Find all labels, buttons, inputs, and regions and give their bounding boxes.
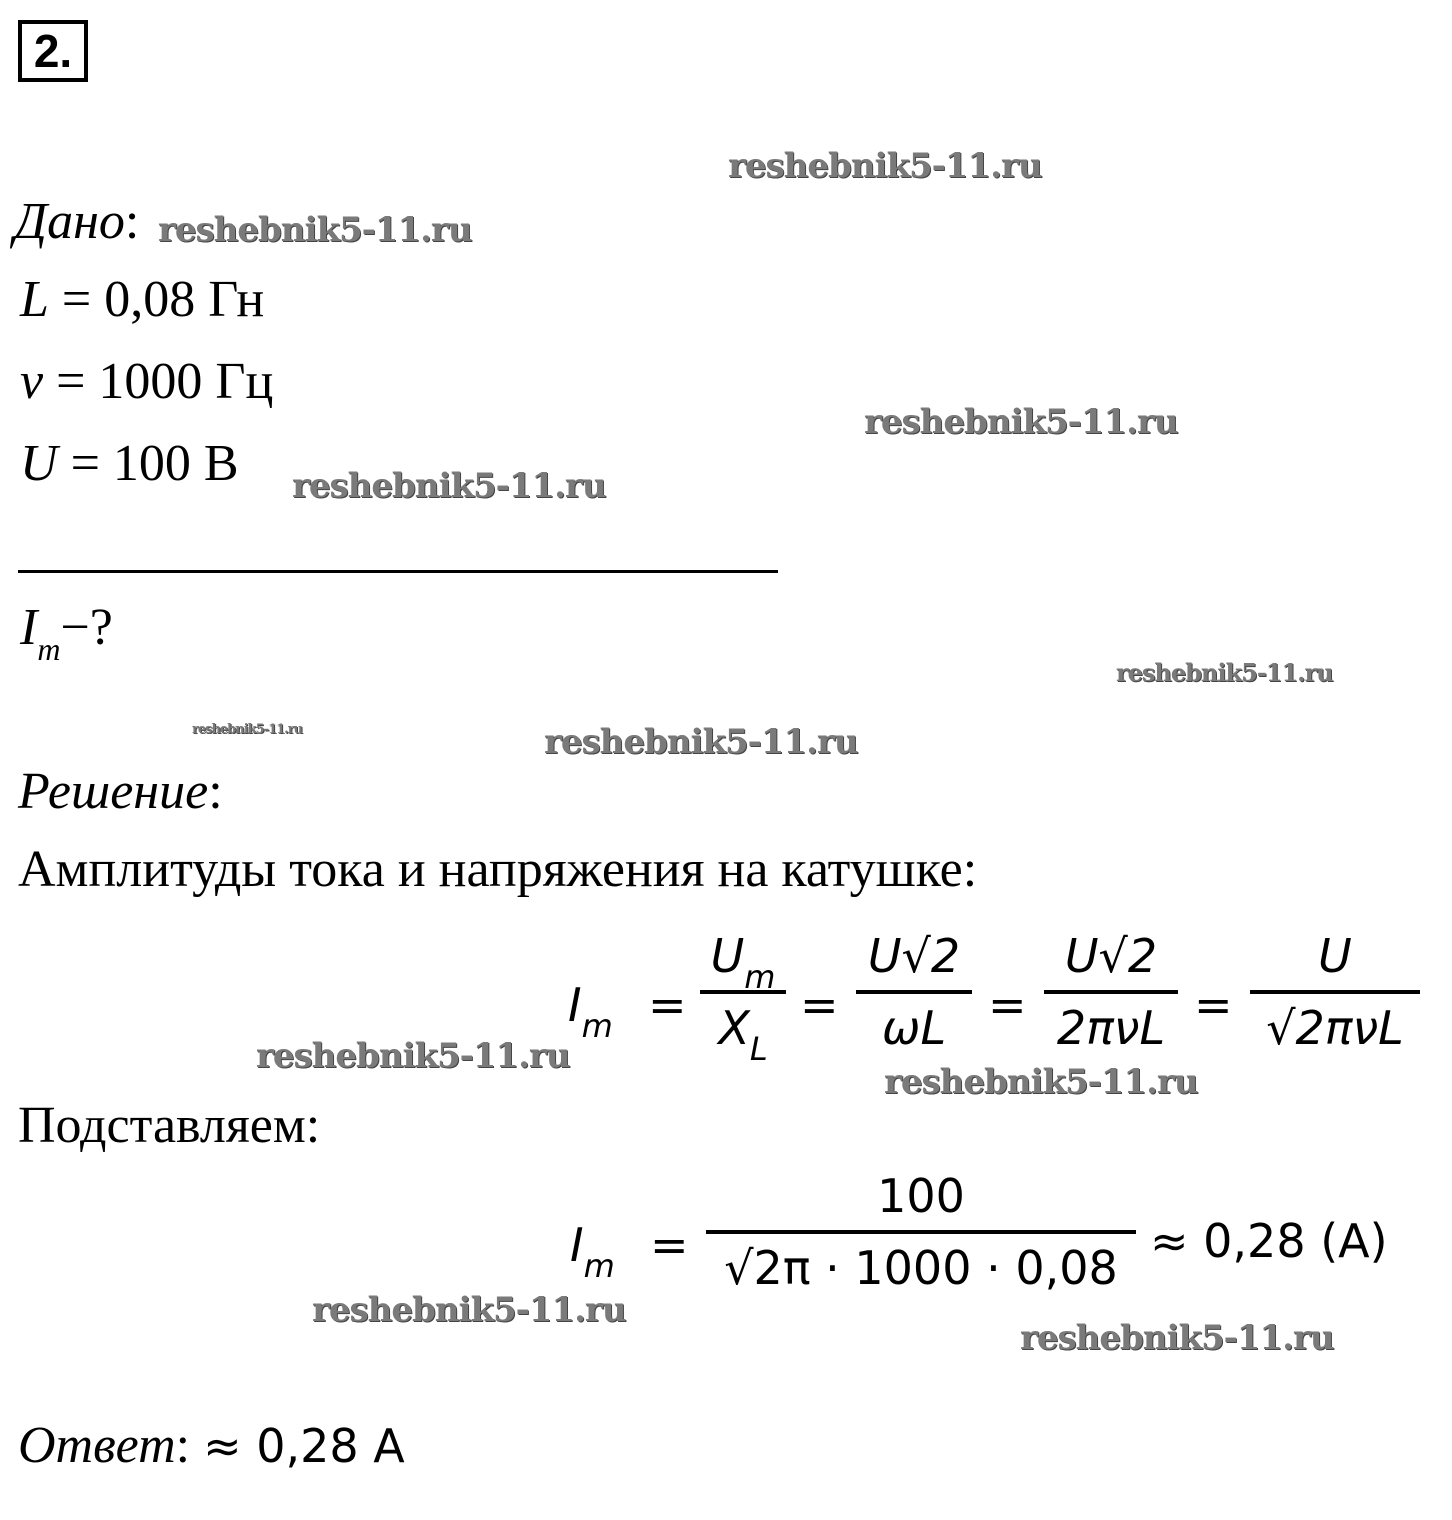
given-var-U: U xyxy=(20,435,58,492)
formula1-lhs-var: I xyxy=(568,978,582,1032)
answer-colon: : xyxy=(175,1417,204,1474)
watermark: reshebnik5-11.ru xyxy=(1116,658,1333,687)
frac4-num: U xyxy=(1318,929,1352,983)
watermark: reshebnik5-11.ru xyxy=(256,1036,570,1076)
given-frequency xyxy=(20,352,273,412)
formula1-fraction-1 xyxy=(700,928,786,1068)
equals-sign: = xyxy=(800,978,839,1032)
watermark: reshebnik5-11.ru xyxy=(1020,1318,1334,1358)
answer-value: ≈ 0,28 А xyxy=(203,1419,405,1473)
formula2-lhs-sub: m xyxy=(583,1247,615,1285)
frac1-den-var: X xyxy=(718,1001,750,1055)
solution-heading xyxy=(18,762,223,822)
given-divider xyxy=(18,570,778,573)
formula1-fraction-3 xyxy=(1044,928,1178,1056)
watermark: reshebnik5-11.ru xyxy=(192,722,303,737)
given-value-L: = 0,08 Гн xyxy=(48,271,265,328)
formula2-result: ≈ 0,28 (А) xyxy=(1150,1214,1388,1268)
formula2-lhs-var: I xyxy=(570,1218,584,1272)
watermark: reshebnik5-11.ru xyxy=(158,210,472,250)
substitute-label: Подставляем: xyxy=(18,1097,321,1154)
frac2-den: ωL xyxy=(881,1001,947,1055)
frac3-num: U√2 xyxy=(1064,929,1158,983)
find-sub: m xyxy=(37,631,61,667)
formula1-fraction-2 xyxy=(856,928,972,1056)
frac3-den: 2πνL xyxy=(1056,1001,1166,1055)
formula2-fraction xyxy=(706,1168,1136,1296)
answer-label: Ответ xyxy=(18,1417,176,1474)
solution-text: Амплитуды тока и напряжения на катушке: xyxy=(18,841,978,898)
formula1-lhs-sub: m xyxy=(581,1007,613,1045)
answer-line xyxy=(18,1416,405,1476)
frac2-num: U√2 xyxy=(867,929,961,983)
given-colon: : xyxy=(124,193,140,250)
solution-colon: : xyxy=(208,763,223,820)
watermark: reshebnik5-11.ru xyxy=(312,1290,626,1330)
given-var-L: L xyxy=(20,271,49,328)
frac1-num-var: U xyxy=(710,929,745,983)
formula1-fraction-4 xyxy=(1250,928,1420,1056)
given-var-nu: ν xyxy=(20,353,44,410)
formula2-den: √2π · 1000 · 0,08 xyxy=(724,1241,1118,1295)
given-label: Дано xyxy=(14,193,125,250)
watermark: reshebnik5-11.ru xyxy=(884,1062,1198,1102)
equals-sign: = xyxy=(988,978,1027,1032)
watermark: reshebnik5-11.ru xyxy=(728,146,1042,186)
given-voltage xyxy=(20,434,239,494)
formula2-num: 100 xyxy=(877,1169,965,1223)
given-value-U: = 100 В xyxy=(57,435,239,492)
find-rest: −? xyxy=(60,599,113,656)
find-item xyxy=(20,598,113,667)
frac4-den: √2πνL xyxy=(1266,1001,1404,1055)
fraction-bar xyxy=(706,1230,1136,1234)
given-inductance xyxy=(20,270,264,330)
find-var: I xyxy=(20,599,38,656)
problem-number: 2. xyxy=(18,20,88,82)
formula1-lhs xyxy=(568,978,613,1045)
watermark: reshebnik5-11.ru xyxy=(292,466,606,506)
equals-sign: = xyxy=(1194,978,1233,1032)
fraction-bar xyxy=(1044,990,1178,994)
solution-label: Решение xyxy=(18,763,209,820)
fraction-bar xyxy=(1250,990,1420,994)
given-value-nu: = 1000 Гц xyxy=(43,353,274,410)
equals-sign: = xyxy=(648,978,687,1032)
watermark: reshebnik5-11.ru xyxy=(544,722,858,762)
watermark: reshebnik5-11.ru xyxy=(864,402,1178,442)
frac1-den-sub: L xyxy=(749,1030,768,1068)
formula2-lhs xyxy=(570,1218,615,1285)
frac1-num-sub: m xyxy=(744,958,776,996)
given-heading xyxy=(14,192,139,252)
fraction-bar xyxy=(856,990,972,994)
equals-sign: = xyxy=(650,1218,689,1272)
